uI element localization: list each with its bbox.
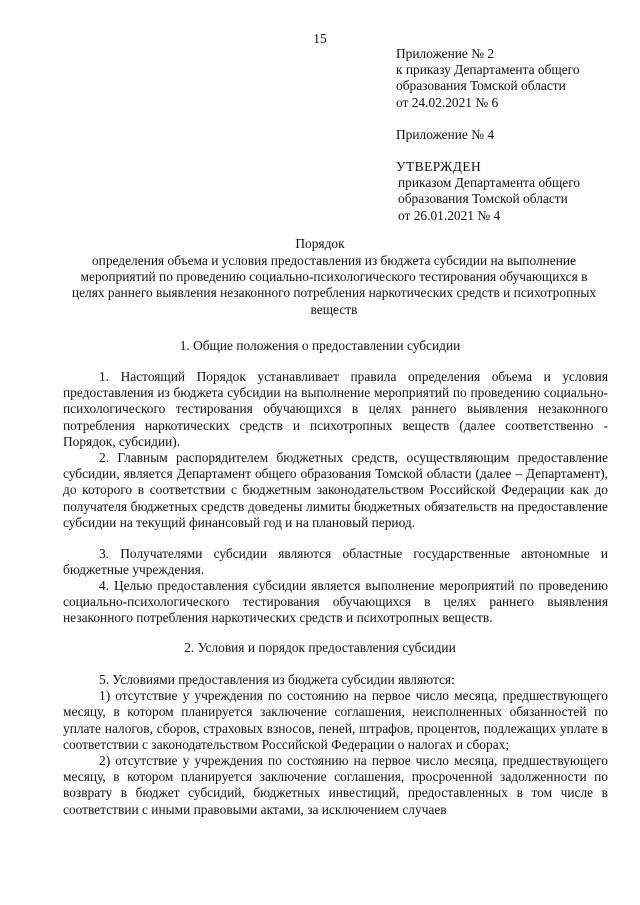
paragraph-text: 3. Получателями субсидии являются областные государственные автономные и бюджетные учреждения. bbox=[63, 546, 608, 578]
document-title: Порядок bbox=[295, 236, 345, 251]
paragraph-4 bbox=[63, 578, 608, 627]
appendix-header bbox=[396, 46, 580, 111]
appendix-line: к приказу Департамента общего bbox=[396, 62, 580, 78]
approval-line: приказом Департамента общего bbox=[398, 175, 581, 191]
approval-line: образования Томской области bbox=[398, 191, 568, 207]
appendix-line: Приложение № 2 bbox=[396, 46, 495, 61]
paragraph-1 bbox=[63, 369, 608, 450]
appendix-line: от 24.02.2021 № 6 bbox=[396, 94, 499, 110]
paragraph-text: 1. Настоящий Порядок устанавливает правила определения объема и условия предоставления из бюджета субсидии на выполнение мероприятий по проведению социально-психологического тестирования обучающихся в целях раннего выявления незаконного потребления наркотических средств и психотропных веществ (далее соответственно - Порядок, субсидии). bbox=[63, 369, 608, 449]
appendix-line: образования Томской области bbox=[396, 78, 566, 94]
approved-label: УТВЕРЖДЕН bbox=[396, 159, 482, 174]
paragraph-3 bbox=[63, 546, 608, 578]
section-2-body bbox=[63, 672, 608, 818]
appendix-4-label: Приложение № 4 bbox=[396, 127, 495, 142]
section-2-heading: 2. Условия и порядок предоставления субсидии bbox=[184, 640, 456, 655]
approval-line: от 26.01.2021 № 4 bbox=[398, 207, 501, 223]
document-subtitle: определения объема и условия предоставления из бюджета субсидии на выполнение мероприятий по проведению социально-психологического тестирования обучающихся в целях раннего выявления незаконного потребления наркотических средств и психотропных веществ bbox=[71, 253, 597, 317]
list-item: 2) отсутствие у учреждения по состоянию на первое число месяца, предшествующего месяцу, в котором планируется заключение соглашения, просроченной задолженности по возврату в бюджет субсидий, бюджетных инвестиций, предоставленных в том числе в соответствии с иными правовыми актами, за исключением случаев bbox=[63, 753, 608, 817]
section-1-heading: 1. Общие положения о предоставлении субсидии bbox=[179, 338, 461, 353]
approval-block bbox=[396, 159, 580, 224]
paragraph-text: 5. Условиями предоставления из бюджета субсидии являются: bbox=[99, 672, 455, 687]
paragraph-2 bbox=[63, 450, 608, 531]
page-number: 15 bbox=[313, 31, 327, 46]
list-item: 1) отсутствие у учреждения по состоянию на первое число месяца, предшествующего месяцу, в котором планируется заключение соглашения, неисполненных обязанностей по уплате налогов, сборов, страховых взносов, пеней, штрафов, процентов, подлежащих уплате в соответствии с законодательством Российской Федерации о налогах и сборах; bbox=[63, 688, 608, 752]
paragraph-text: 2. Главным распорядителем бюджетных средств, осуществляющим предоставление субсидии, является Департамент общего образования Томской области (далее – Департамент), до которого в соответствии с бюджетным законодательством Российской Федерации как до получателя бюджетных средств доведены лимиты бюджетных обязательств на предоставление субсидии на текущий финансовый год и на плановый период. bbox=[63, 450, 608, 530]
paragraph-text: 4. Целью предоставления субсидии является выполнение мероприятий по проведению социально-психологического тестирования обучающихся в целях раннего выявления незаконного потребления наркотических средств и психотропных веществ. bbox=[63, 578, 608, 626]
